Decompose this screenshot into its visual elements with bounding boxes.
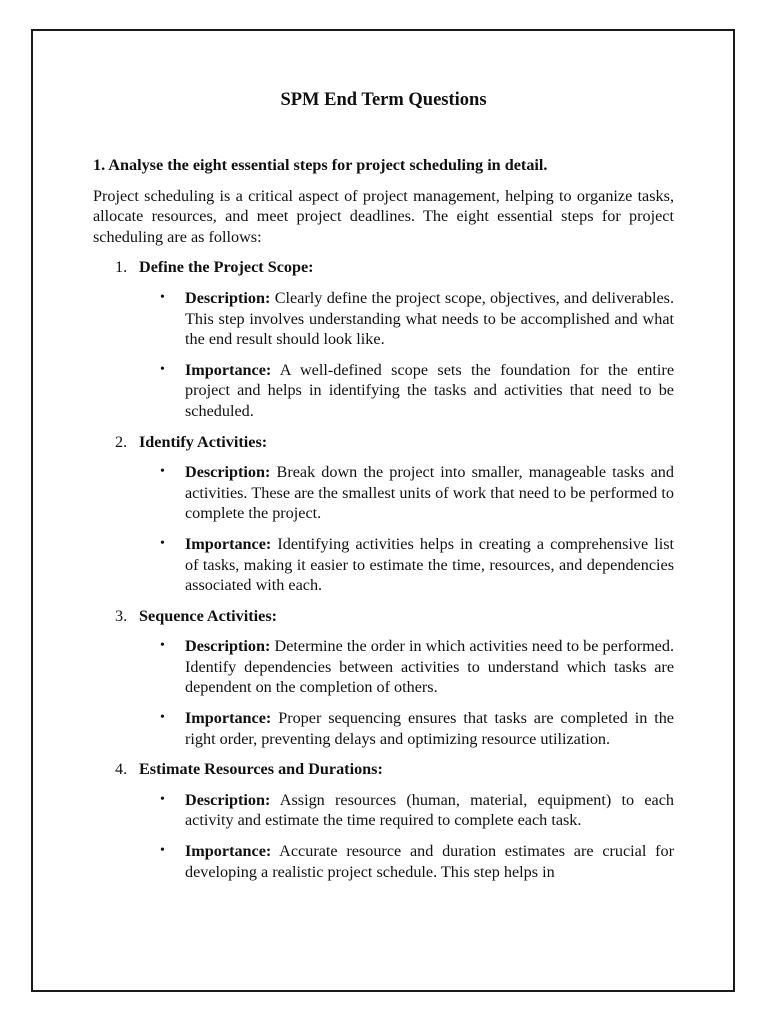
page-title: SPM End Term Questions bbox=[280, 90, 487, 110]
point-label: Importance: bbox=[185, 534, 272, 553]
step-item bbox=[93, 759, 674, 882]
bullet-point bbox=[93, 360, 674, 422]
bullet-point bbox=[93, 636, 674, 698]
step-number: 1. bbox=[115, 258, 128, 277]
point-label: Description: bbox=[185, 288, 271, 307]
point-label: Importance: bbox=[185, 360, 272, 379]
bullet-point bbox=[93, 708, 674, 749]
bullet-icon: • bbox=[160, 464, 165, 480]
step-item bbox=[93, 432, 674, 596]
bullet-icon: • bbox=[160, 289, 165, 305]
point-text: Clearly define the project scope, objectives, and deliverables. This step involves understanding what needs to be accomplished and what the end result should look like. bbox=[185, 288, 674, 349]
question-heading: 1. Analyse the eight essential steps for project scheduling in detail. bbox=[93, 156, 548, 174]
point-label: Importance: bbox=[185, 842, 272, 861]
step-heading bbox=[93, 759, 674, 780]
point-text: Accurate resource and duration estimates are crucial for developing a realistic project schedule. This step helps in bbox=[185, 842, 674, 881]
point-text: Break down the project into smaller, manageable tasks and activities. These are the smallest units of work that need to be performed to complete the project. bbox=[185, 463, 674, 523]
bullet-icon: • bbox=[160, 535, 165, 551]
step-heading-text: Sequence Activities: bbox=[139, 606, 278, 625]
step-number: 3. bbox=[115, 606, 128, 625]
bullet-icon: • bbox=[160, 843, 165, 859]
step-heading bbox=[93, 606, 674, 627]
point-label: Description: bbox=[185, 637, 271, 656]
bullet-point bbox=[93, 288, 674, 350]
point-text: A well-defined scope sets the foundation for the entire project and helps in identifying the tasks and activities that need to be scheduled. bbox=[185, 360, 674, 420]
point-label: Description: bbox=[185, 790, 271, 809]
document-body bbox=[93, 88, 674, 892]
point-text: Proper sequencing ensures that tasks are completed in the right order, preventing delays and optimizing resource utilization. bbox=[185, 709, 674, 748]
step-heading-text: Estimate Resources and Durations: bbox=[139, 760, 383, 779]
intro-paragraph: Project scheduling is a critical aspect of project management, helping to organize tasks, allocate resources, and meet project deadlines. The eight essential steps for project scheduling are as follows: bbox=[93, 186, 674, 246]
point-label: Description: bbox=[185, 463, 271, 482]
step-heading bbox=[93, 432, 674, 453]
point-label: Importance: bbox=[185, 709, 272, 728]
bullet-icon: • bbox=[160, 638, 165, 654]
step-points bbox=[93, 790, 674, 882]
point-text: Assign resources (human, material, equipment) to each activity and estimate the time required to complete each task. bbox=[185, 790, 674, 830]
step-heading-text: Identify Activities: bbox=[139, 432, 268, 451]
step-points bbox=[93, 636, 674, 749]
bullet-icon: • bbox=[160, 791, 165, 807]
step-points bbox=[93, 462, 674, 596]
step-heading-text: Define the Project Scope: bbox=[139, 258, 314, 277]
step-item bbox=[93, 606, 674, 750]
point-text: Identifying activities helps in creating a comprehensive list of tasks, making it easier to estimate the time, resources, and dependencies associated with each. bbox=[185, 534, 674, 595]
bullet-icon: • bbox=[160, 361, 165, 377]
bullet-point bbox=[93, 841, 674, 882]
step-heading bbox=[93, 257, 674, 278]
step-number: 4. bbox=[115, 760, 128, 779]
point-text: Determine the order in which activities need to be performed. Identify dependencies between activities to understand which tasks are dependent on the completion of others. bbox=[185, 637, 674, 697]
step-points bbox=[93, 288, 674, 422]
bullet-point bbox=[93, 462, 674, 524]
step-item bbox=[93, 257, 674, 421]
step-number: 2. bbox=[115, 432, 128, 451]
steps-list bbox=[93, 257, 674, 882]
bullet-point bbox=[93, 534, 674, 596]
bullet-icon: • bbox=[160, 710, 165, 726]
bullet-point bbox=[93, 790, 674, 831]
